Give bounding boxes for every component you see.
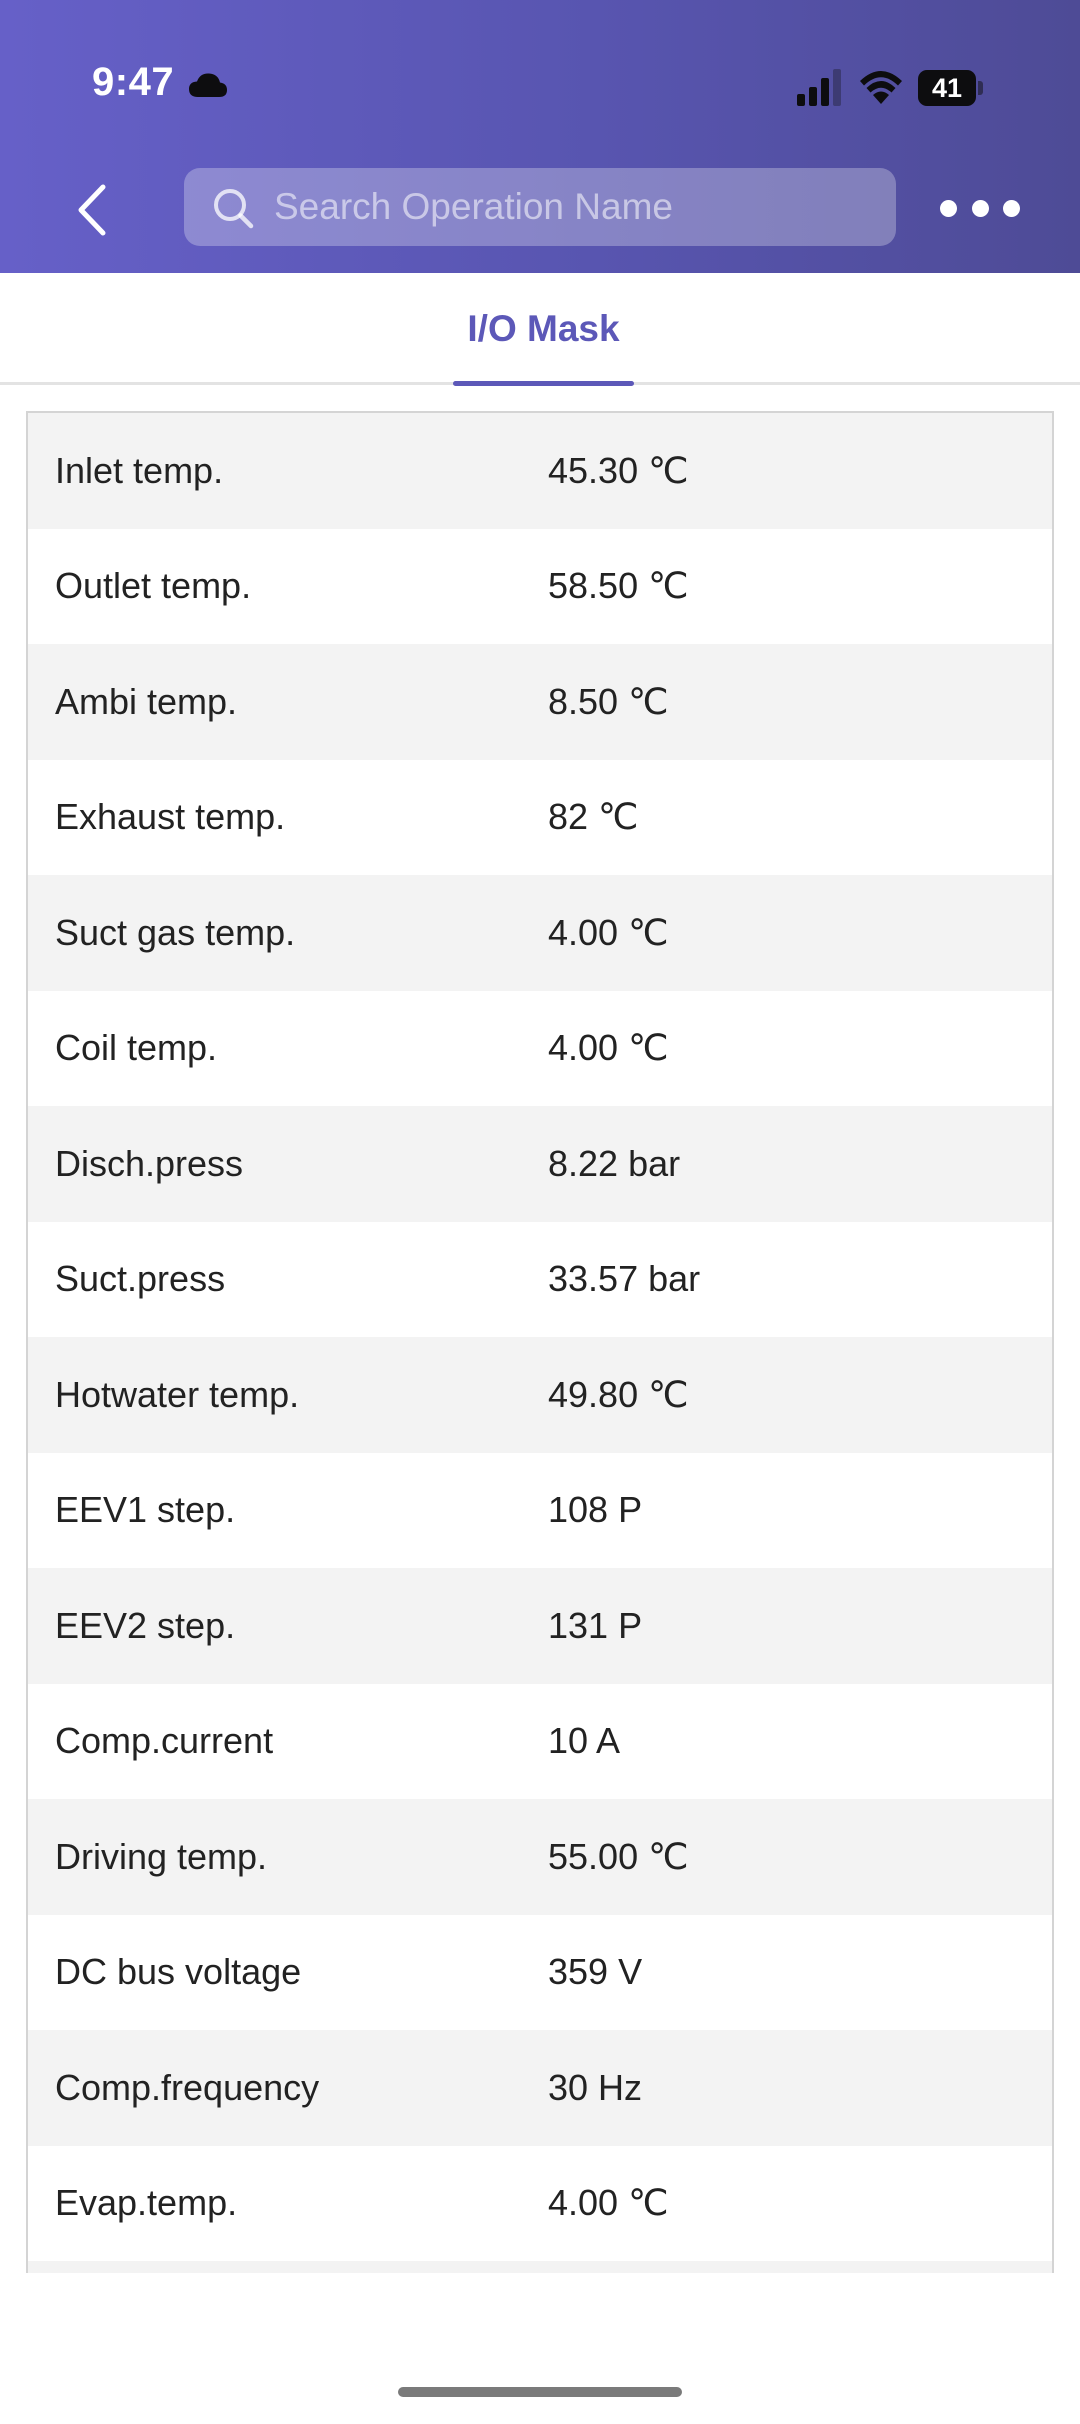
tab-io-mask[interactable] <box>453 273 634 385</box>
table-row <box>28 1337 1052 1453</box>
table-row <box>28 875 1052 991</box>
row-value: 8.50 ℃ <box>548 680 669 722</box>
ellipsis-icon <box>1003 200 1020 217</box>
row-label: Suct.press <box>55 1258 226 1300</box>
row-value: 82 ℃ <box>548 796 639 838</box>
row-label: Exhaust temp. <box>55 796 286 838</box>
table-row <box>28 1106 1052 1222</box>
row-value: 8.22 bar <box>548 1142 681 1184</box>
home-indicator[interactable] <box>398 2387 682 2397</box>
row-value: 10 A <box>548 1720 621 1762</box>
cellular-signal-icon <box>797 68 843 106</box>
row-label: EEV2 step. <box>55 1604 236 1646</box>
battery-icon <box>918 70 984 106</box>
table-row <box>28 1568 1052 1684</box>
row-value: 4.00 ℃ <box>548 2182 669 2224</box>
row-value: 359 V <box>548 1951 643 1993</box>
row-label: Inlet temp. <box>55 449 224 491</box>
row-label: Driving temp. <box>55 1835 268 1877</box>
row-value: 33.57 bar <box>548 1258 701 1300</box>
row-label: Outlet temp. <box>55 565 252 607</box>
row-value: 108 P <box>548 1489 643 1531</box>
row-value: 58.50 ℃ <box>548 565 689 607</box>
row-label: EEV1 step. <box>55 1489 236 1531</box>
ellipsis-icon <box>940 200 957 217</box>
io-table[interactable] <box>26 411 1054 2273</box>
row-label: DC bus voltage <box>55 1951 302 1993</box>
chevron-left-icon <box>75 183 109 237</box>
row-value: 4.00 ℃ <box>548 911 669 953</box>
row-label: Hotwater temp. <box>55 1373 300 1415</box>
row-value: 55.00 ℃ <box>548 1835 689 1877</box>
table-row <box>28 2146 1052 2262</box>
table-row <box>28 644 1052 760</box>
row-label: Coil temp. <box>55 1027 218 1069</box>
table-row <box>28 2261 1052 2273</box>
search-icon <box>212 187 254 229</box>
tab-active-indicator <box>453 381 634 386</box>
table-row <box>28 1453 1052 1569</box>
table-row <box>28 991 1052 1107</box>
row-label: Suct gas temp. <box>55 911 296 953</box>
battery-level: 41 <box>918 70 976 106</box>
search-input[interactable] <box>274 168 874 246</box>
tab-label: I/O Mask <box>467 308 620 349</box>
row-label: Comp.current <box>55 1720 274 1762</box>
status-time: 9:47 <box>92 60 175 104</box>
table-row <box>28 1915 1052 2031</box>
battery-cap <box>978 81 983 95</box>
row-label: Evap.temp. <box>55 2182 238 2224</box>
app-header <box>0 0 1080 273</box>
more-options-button[interactable] <box>940 180 1020 236</box>
row-label: Comp.frequency <box>55 2066 320 2108</box>
table-row <box>28 1222 1052 1338</box>
table-row <box>28 413 1052 529</box>
table-row <box>28 1684 1052 1800</box>
row-label: Disch.press <box>55 1142 244 1184</box>
table-row <box>28 760 1052 876</box>
ellipsis-icon <box>972 200 989 217</box>
search-bar[interactable] <box>184 168 896 246</box>
row-value: 45.30 ℃ <box>548 449 689 491</box>
table-row <box>28 2030 1052 2146</box>
row-value: 30 Hz <box>548 2066 643 2108</box>
tab-bar <box>0 273 1080 385</box>
wifi-icon <box>858 66 904 106</box>
row-value: 131 P <box>548 1604 643 1646</box>
row-label: Ambi temp. <box>55 680 238 722</box>
table-row <box>28 1799 1052 1915</box>
back-button[interactable] <box>62 170 122 250</box>
row-value: 4.00 ℃ <box>548 1027 669 1069</box>
cloud-icon <box>188 72 228 98</box>
row-value: 49.80 ℃ <box>548 1373 689 1415</box>
table-row <box>28 529 1052 645</box>
